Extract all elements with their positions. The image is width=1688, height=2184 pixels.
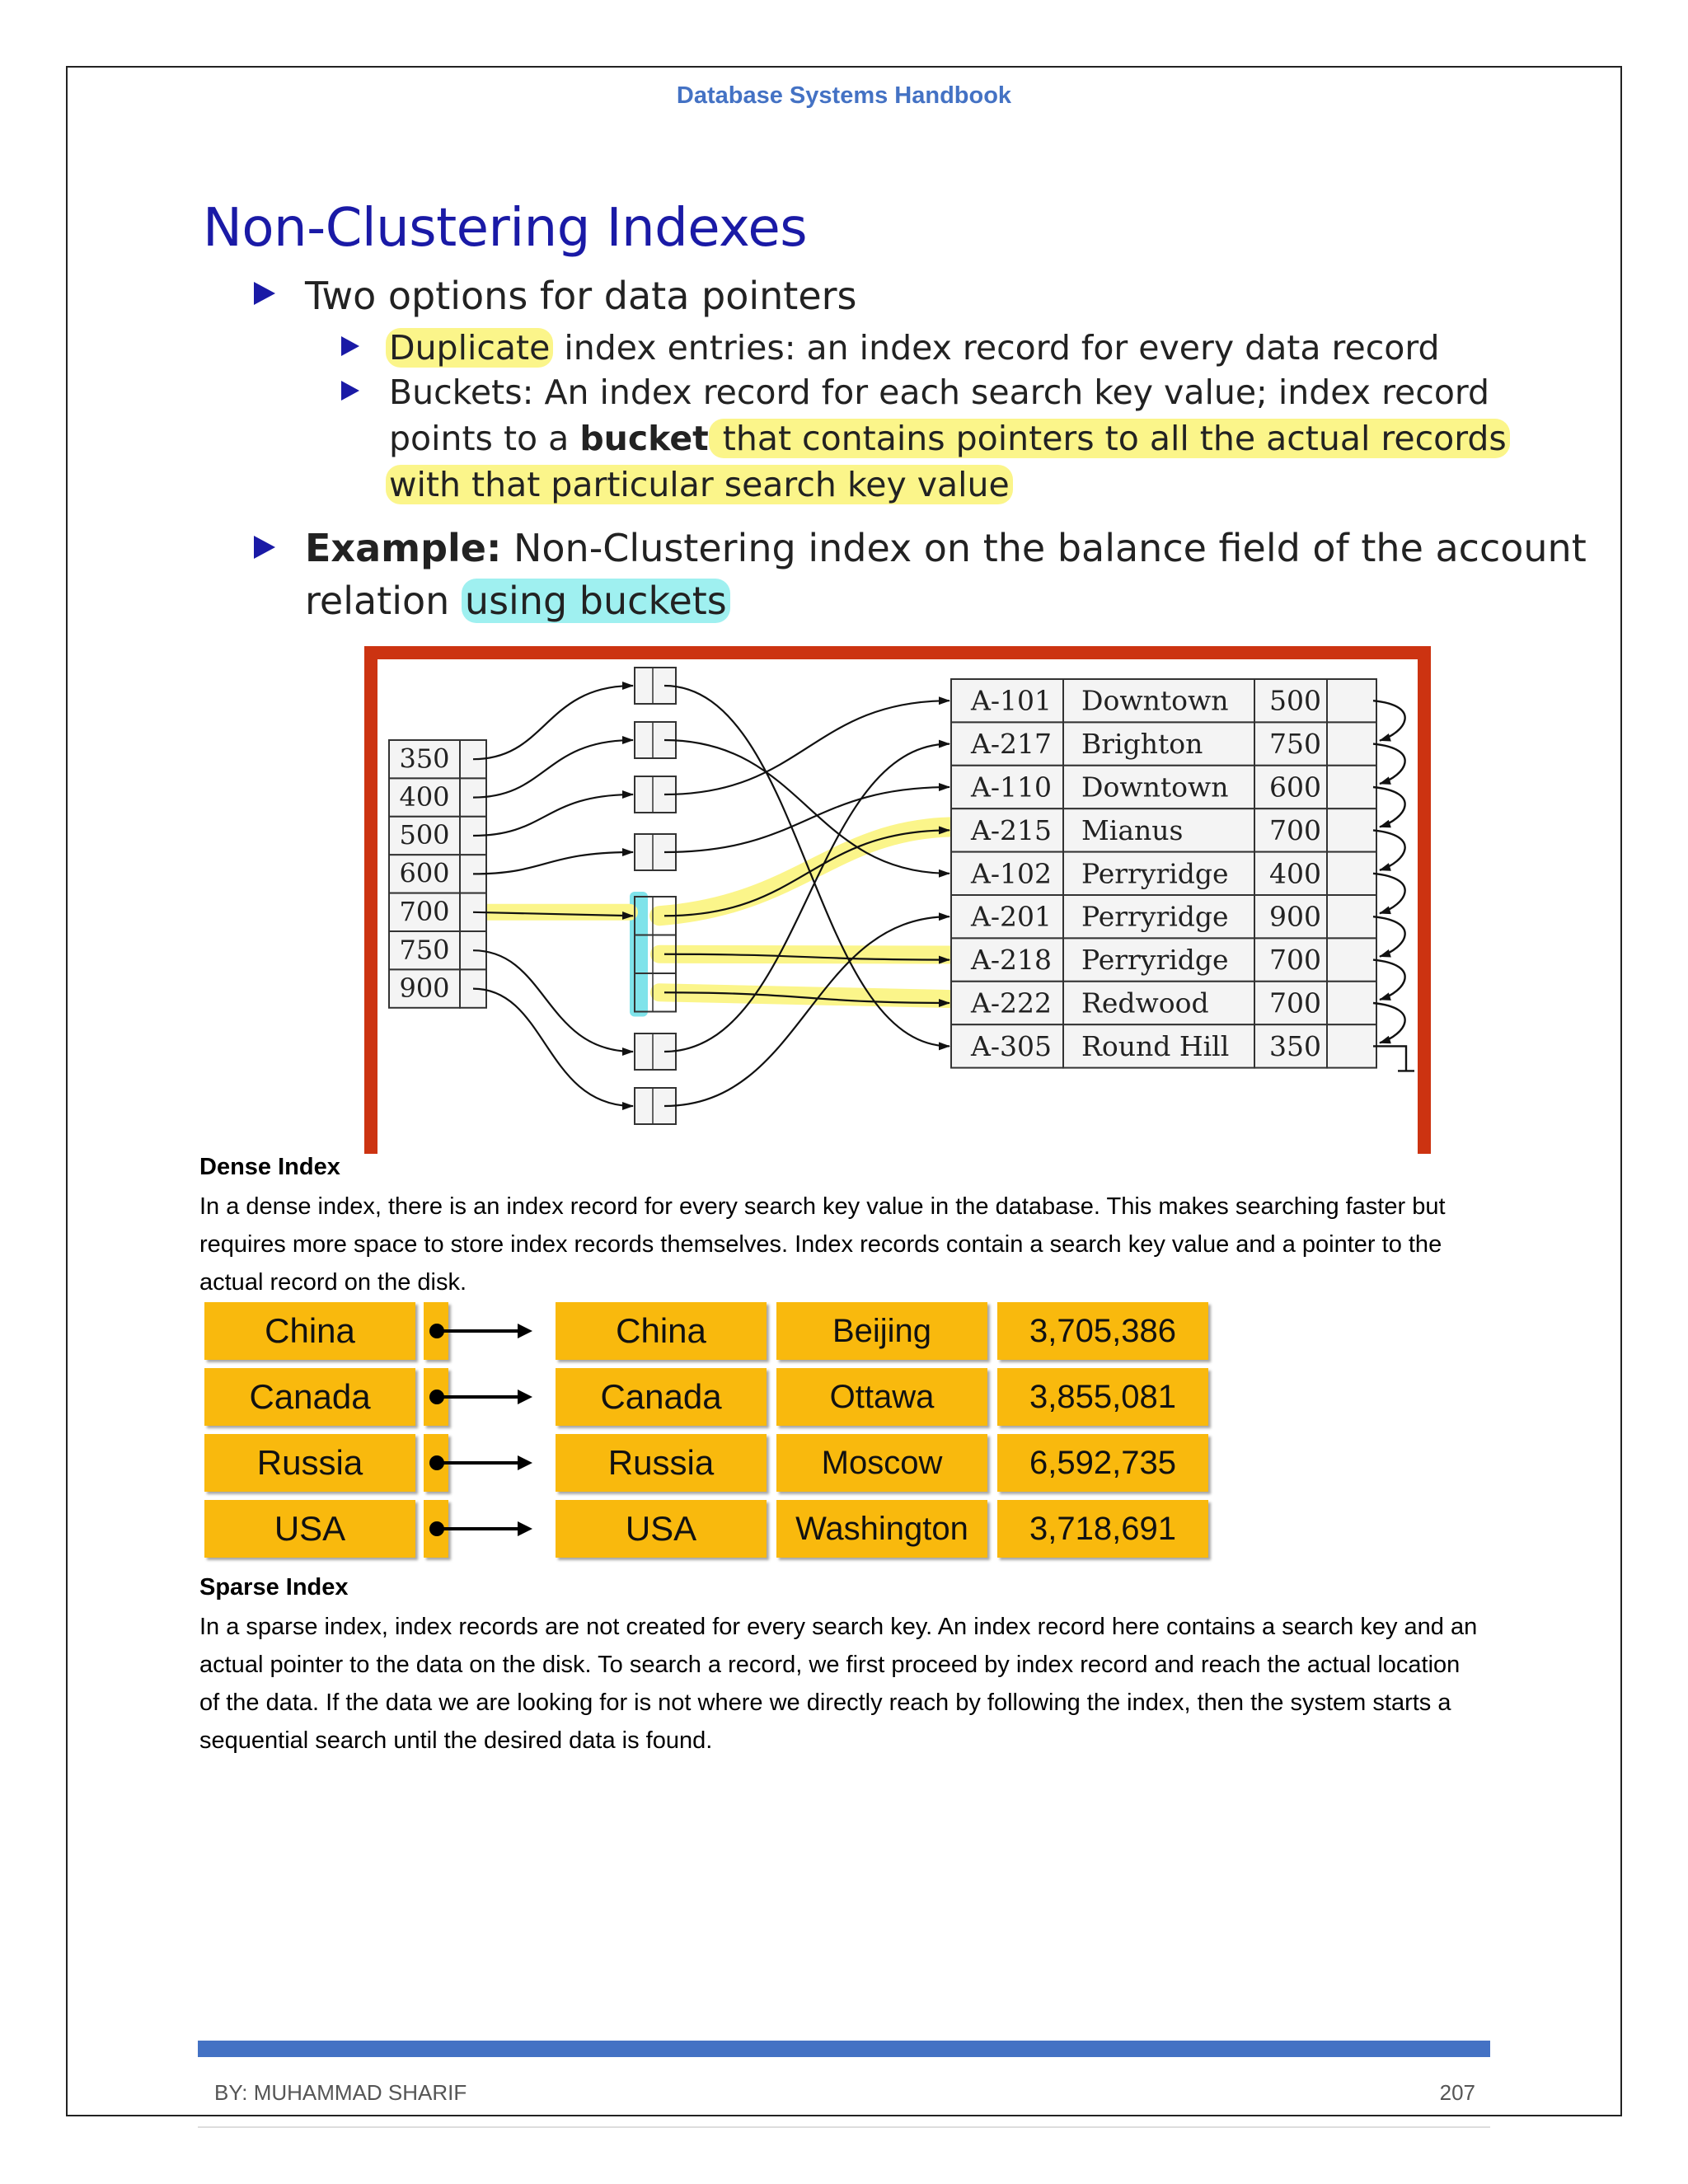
record-account-id: A-215: [971, 813, 1052, 846]
record-population: 3,855,081: [997, 1368, 1208, 1426]
sub-bullet-buckets: Buckets: An index record for each search key value; index record: [389, 373, 1490, 412]
chain-pointer-arrow: [1373, 830, 1405, 869]
record-branch: Perryridge: [1081, 900, 1229, 933]
record-cell: [1327, 852, 1376, 895]
sub-bullet-buckets-line3: with that particular search key value: [386, 465, 1013, 504]
index-key-label: 500: [399, 819, 450, 851]
record-population: 6,592,735: [997, 1434, 1208, 1492]
index-key-label: 900: [399, 972, 450, 1004]
record-branch: Redwood: [1081, 987, 1209, 1019]
chain-pointer-arrow: [1373, 701, 1405, 740]
index-to-bucket-arrow: [473, 950, 633, 1052]
sub-bullet-duplicate: Duplicate index entries: an index record for every data record: [386, 328, 1440, 368]
dense-pointer-arrow: [429, 1451, 536, 1475]
record-account-id: A-218: [971, 944, 1052, 977]
bucket-to-record-arrow: [664, 701, 950, 794]
index-key-label: 600: [399, 857, 450, 889]
record-capital: Washington: [776, 1500, 987, 1558]
chain-pointer-arrow: [1373, 874, 1405, 913]
record-balance: 350: [1269, 1029, 1321, 1062]
record-country: Canada: [556, 1368, 767, 1426]
record-balance: 900: [1269, 900, 1321, 933]
record-branch: Perryridge: [1081, 857, 1229, 890]
record-balance: 500: [1269, 684, 1321, 717]
chain-pointer-arrow: [1373, 744, 1405, 784]
slide-image: [198, 181, 1587, 1154]
record-account-id: A-102: [971, 857, 1052, 890]
record-account-id: A-305: [971, 1029, 1052, 1062]
bullet-example-line2: relation using buckets: [305, 579, 730, 623]
highlight-duplicate: Duplicate: [386, 328, 553, 368]
bucket-index-diagram: [198, 181, 1500, 1154]
record-branch: Downtown: [1081, 684, 1229, 717]
record-account-id: A-101: [971, 684, 1052, 717]
record-capital: Moscow: [776, 1434, 987, 1492]
dense-pointer-arrow: [429, 1516, 536, 1541]
record-country: USA: [556, 1500, 767, 1558]
record-cell: [1327, 1024, 1376, 1067]
dense-index-paragraph: In a dense index, there is an index record for every search key value in the database. This makes searching faster but requires more space to store index records themselves. Index records contain a search key value and a pointer to the actual record on the disk.: [199, 1193, 1446, 1296]
record-account-id: A-110: [971, 771, 1052, 804]
dense-index-key: Canada: [204, 1368, 415, 1426]
bullet-two-options: Two options for data pointers: [305, 274, 857, 318]
bucket-to-record-arrow: [664, 740, 950, 874]
index-key-label: 750: [399, 934, 450, 966]
chain-pointer-arrow: [1373, 916, 1405, 956]
record-cell: [1327, 938, 1376, 981]
record-branch: Mianus: [1081, 813, 1184, 846]
record-balance: 400: [1269, 857, 1321, 890]
index-to-bucket-arrow: [473, 740, 633, 798]
index-key-label: 400: [399, 780, 450, 813]
dense-index-key: USA: [204, 1500, 415, 1558]
record-account-id: A-222: [971, 987, 1052, 1019]
dense-index-key: Russia: [204, 1434, 415, 1492]
record-population: 3,705,386: [997, 1302, 1208, 1360]
chain-pointer-arrow: [1373, 1003, 1405, 1043]
sub-bullet-buckets-line2: points to a bucket that contains pointers to all the actual records: [389, 419, 1510, 458]
chain-pointer-arrow: [1373, 787, 1405, 827]
chain-pointer-arrow: [1373, 960, 1405, 1000]
record-cell: [1327, 766, 1376, 808]
index-to-bucket-arrow: [473, 989, 633, 1106]
record-cell: [1327, 679, 1376, 722]
record-table: [951, 679, 1376, 1068]
dense-pointer-arrow: [429, 1385, 536, 1409]
record-cell: [1327, 982, 1376, 1024]
record-account-id: A-201: [971, 900, 1052, 933]
dense-index-key: China: [204, 1302, 415, 1360]
record-account-id: A-217: [971, 728, 1052, 761]
sparse-index-heading: Sparse Index: [199, 1574, 349, 1601]
bucket-to-record-arrow: [664, 916, 950, 1106]
record-country: China: [556, 1302, 767, 1360]
record-capital: Ottawa: [776, 1368, 987, 1426]
bullet-example: Example: Non-Clustering index on the balance field of the account: [305, 526, 1587, 570]
record-cell: [1327, 808, 1376, 851]
footer-bar: [198, 2041, 1490, 2057]
index-to-bucket-arrow: [473, 686, 633, 759]
record-cell: [1327, 722, 1376, 765]
record-branch: Round Hill: [1081, 1029, 1230, 1062]
record-balance: 700: [1269, 944, 1321, 977]
sparse-index-paragraph: In a sparse index, index records are not created for every search key. An index record here contains a search key and an actual pointer to the data on the disk. To search a record, we first proceed by index record and reach the actual location of the data. If the data we are looking for is not where we directly reach by following the index, then the system starts a sequential search until the desired data is found.: [199, 1614, 1478, 1754]
index-to-bucket-arrow: [473, 794, 633, 836]
record-branch: Perryridge: [1081, 944, 1229, 977]
record-population: 3,718,691: [997, 1500, 1208, 1558]
record-balance: 750: [1269, 728, 1321, 761]
record-branch: Brighton: [1081, 728, 1203, 761]
slide-title: Non-Clustering Indexes: [203, 198, 808, 259]
record-country: Russia: [556, 1434, 767, 1492]
record-branch: Downtown: [1081, 771, 1229, 804]
index-key-label: 700: [399, 896, 450, 928]
null-pointer: [1373, 1046, 1414, 1071]
bucket-column: [635, 668, 676, 1124]
index-to-bucket-arrow: [473, 852, 633, 874]
record-balance: 600: [1269, 771, 1321, 804]
header-title: Database Systems Handbook: [676, 82, 1012, 109]
record-capital: Beijing: [776, 1302, 987, 1360]
dense-index-heading: Dense Index: [199, 1154, 340, 1180]
dense-pointer-arrow: [429, 1319, 536, 1343]
page-number: 207: [1439, 2080, 1475, 2105]
footer-author: BY: MUHAMMAD SHARIF: [214, 2080, 467, 2105]
record-balance: 700: [1269, 813, 1321, 846]
record-balance: 700: [1269, 987, 1321, 1019]
bucket-to-record-arrow: [664, 787, 950, 852]
index-table: [389, 740, 486, 1008]
record-cell: [1327, 895, 1376, 938]
bottom-rule: [198, 2126, 1490, 2128]
index-key-label: 350: [399, 743, 450, 775]
